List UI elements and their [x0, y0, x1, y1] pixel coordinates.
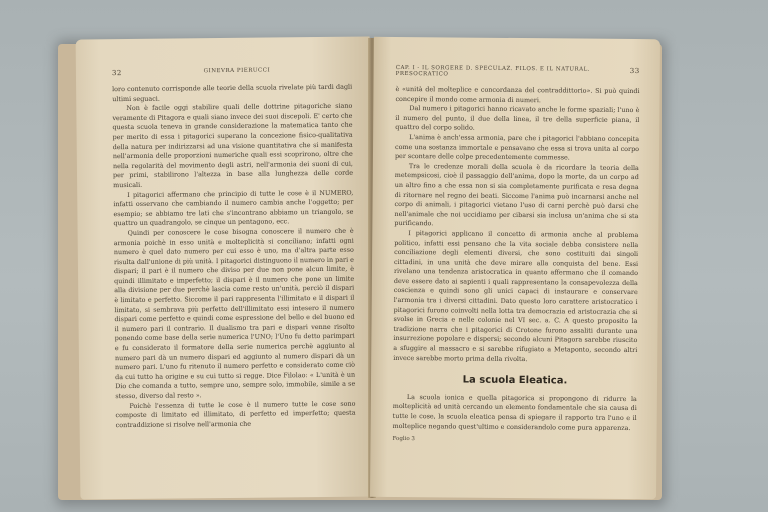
- left-running-title: GINEVRA PIERUCCI: [203, 67, 271, 75]
- left-paragraph: I pitagorici affermano che principio di tutte le cose è il NUMERO, infatti osservano che cambiando il numero cambia anche l'oggetto; per esempio; se abbiamo tre lati che s'incontrano abbiamo un triangolo, se quattro un quadrangolo, se cinque un pentagono, ecc.: [113, 188, 354, 228]
- right-paragraph: I pitagorici applicano il concetto di armonia anche al problema politico, infatti essi pensano che la vita sociale debba consistere nella conciliazione degli elementi diversi, che sono costituiti dai singoli cittadini, in una unità che deve mirare alla conquista del bene. Essi rivelano una tendenza aristocratica in quanto affermano che il comando deve essere dato ai sapienti i quali rappresentano la consapevolezza della coscienza e quindi sono gli unici capaci di instaurare e conservare l'armonia tra i diversi cittadini. Dato questo loro carattere aristocratico i pitagorici furono coinvolti nella lotta tra democrazia ed aristocrazia che si svolse in Grecia e nelle colonie nel VI sec. a. C. A questo proposito la tradizione narra che i pitagorici di Crotone furono assaliti durante una insurrezione popolare e dispersi; secondo alcuni Pitagora sarebbe riuscito a sfuggire al massacro e si sarebbe rifugiato a Metaponto, secondo altri invece sarebbe morto prima della rivolta.: [393, 228, 639, 363]
- left-paragraph: Quindi per conoscere le cose bisogna conoscere il numero che è armonia poichè in esso unità e molteplicità si conciliano; infatti ogni numero è quel dato numero per cui esso è uno, ma d'altra parte esso risulta dall'unione di più unità. I pitagorici distinguono il numero in pari e dispari; il pari è il numero che diviso per due non pone alcun limite, è quindi illimitato e imperfetto; il dispari è il numero che pone un limite alla divisione per due perchè lascia come resto un'unità, perciò il dispari è limitato e perfetto. Siccome il pari rappresenta l'illimitato e il dispari il limitato, si sembrava più perfetto dell'illimitato essi intesero il numero dispari come perfetto e quindi come espressione del bello e del buono ed il numero pari il contrario. Il dualismo tra pari e dispari venne risolto ponendo come base della serie numerica l'UNO; l'Uno fu detto parimpari e fu considerato il formatore della serie numerica perchè aggiunto al numero pari dà un numero dispari ed aggiunto al numero dispari dà un numero pari. L'uno fu ritenuto il numero perfetto e considerato come ciò da cui tutto ha origine e su cui tutto si regge. Dice Filolao: « L'unità è un Dio che comanda a tutto, sempre uno, sempre solo, immobile, simile a se stesso, diverso dal resto ».: [113, 226, 356, 401]
- right-paragraph: è «unità del molteplice e concordanza del contraddittorio». Si può quindi concepire il mondo come armonia di numeri.: [395, 84, 640, 104]
- section-title: La scuola Eleatica.: [462, 374, 568, 387]
- right-paragraph: La scuola ionica e quella pitagorica si propongono di ridurre la molteplicità ad unità cercando un elemento fondamentale che sia causa di tutte le cose, la scuola eleatica pensa di spiegare il rapporto tra l'uno e il molteplice negando quest'ultimo e considerandolo come pura apparenza.: [392, 392, 637, 432]
- right-running-title: CAP. I - IL SORGERE D. SPECULAZ. FILOS. E IL NATURAL. PRESOCRATICO: [395, 64, 591, 78]
- left-page-number: 32: [111, 69, 122, 78]
- left-running-head: [112, 67, 352, 78]
- page-footer: Foglio 3: [392, 436, 415, 443]
- right-body-text: [392, 85, 639, 447]
- right-page: [370, 37, 660, 499]
- right-paragraph: Dal numero i pitagorici hanno ricavato anche le forme spaziali; l'uno è il numero del punto, il due della linea, il tre della superficie piana, il quattro del corpo solido.: [395, 104, 640, 133]
- left-paragraph: Non è facile oggi stabilire quali delle dottrine pitagoriche siano veramente di Pitagora e quali siano invece dei suoi discepoli. E' certo che questa scuola teneva in grande considerazione la matematica tanto che per merito di essa i pitagorici superano la concezione fisico-qualitativa della natura per indirizzarsi ad una visione quantitativa che si manifesta nell'armonia delle proporzioni numeriche quali essi scoprirono, oltre che nella regolarità del movimento degli astri, nell'armonia dei suoni di cui, per primi, stabilirono l'altezza in base alla lunghezza delle corde musicali.: [112, 101, 354, 190]
- left-paragraph: Poichè l'essenza di tutte le cose è il numero tutte le cose sono composte di limitato ed illimitato, di perfetto ed imperfetto; questa contraddizione si risolve nell'armonia che: [115, 399, 356, 429]
- right-running-head: [396, 65, 640, 79]
- right-paragraph: L'anima è anch'essa armonia, pare che i pitagorici l'abbiano concepita come una sostanza immortale e pensavano che essa si trova unita al corpo per scontare delle colpe precedentemente commesse.: [394, 133, 640, 162]
- left-body-text: [112, 83, 356, 431]
- left-paragraph: loro contenuto corrisponde alle teorie della scuola rivelate più tardi dagli ultimi seguaci.: [112, 82, 353, 103]
- right-paragraph: Tra le credenze morali della scuola è da ricordare la teoria della metempsicosi, cioè il passaggio dell'anima, dopo la morte, da un corpo ad un altro fino a che essa non si sia completamente purificata e resa degna di ritornare nel regno dei beati. Siccome l'anima può incarnarsi anche nel corpo di animali, i pitagorici vietano l'uso di carni perchè può darsi che nell'animale che noi uccidiamo per cibarsi sia inclusa un'anima che si sta purificando.: [394, 161, 639, 228]
- left-page: [76, 36, 375, 499]
- right-page-number: 33: [629, 66, 640, 76]
